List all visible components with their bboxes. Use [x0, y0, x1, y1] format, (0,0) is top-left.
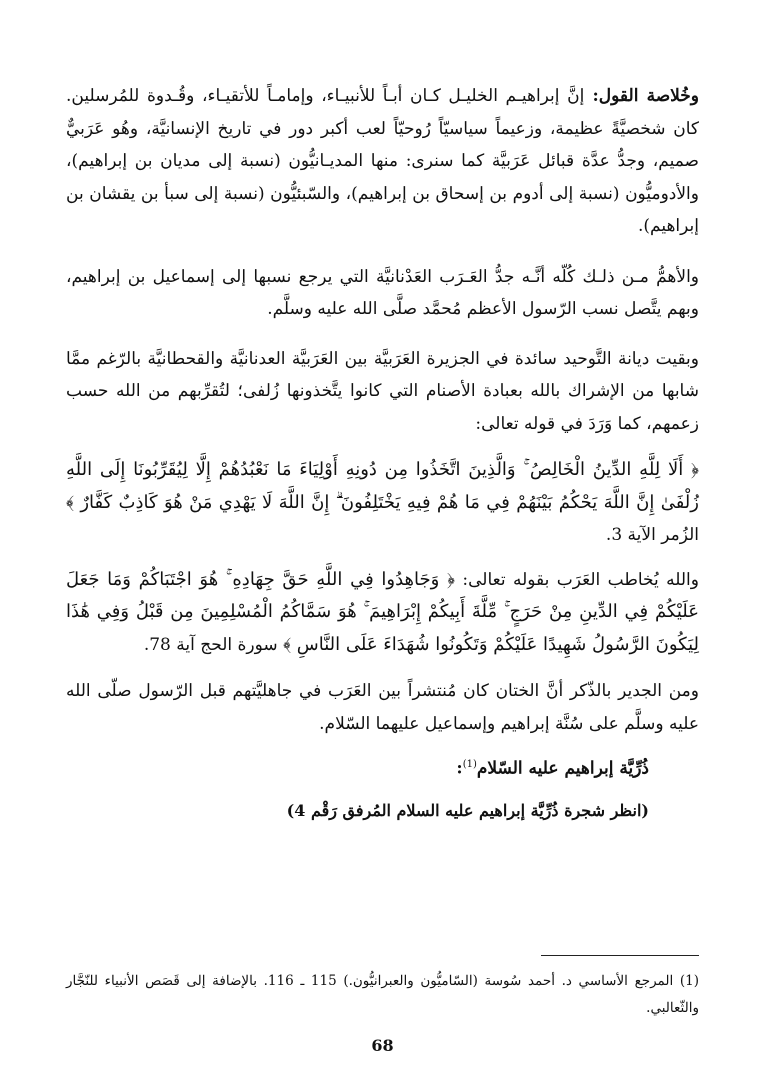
conclusion-lead: وخُلاصة القول: — [584, 86, 699, 106]
page-number: 68 — [371, 1036, 394, 1055]
section-subheading: (انظر شجرة ذُرِّيَّة إبراهيم عليه السلام المُرفق رَقْم 4) — [286, 800, 649, 820]
verse-reference-zumar: الزُمر الآية 3. — [605, 525, 699, 545]
footnote-marker: (1) — [462, 759, 477, 770]
quran-verse-hajj: ﴿ وَجَاهِدُوا فِي اللَّهِ حَقَّ جِهَادِهِ ۚ هُوَ اجْتَبَاكُمْ وَمَا جَعَلَ عَلَيْكُمْ فِي الدِّينِ مِنْ حَرَجٍ ۚ مِّلَّةَ أَبِيكُمْ إِبْرَاهِيمَ ۚ هُوَ سَمَّاكُمُ الْمُسْلِمِينَ مِن قَبْلُ وَفِي هَٰذَا لِيَكُونَ الرَّسُولُ شَهِيدًا عَلَيْكُمْ وَتَكُونُوا شُهَدَاءَ عَلَى النَّاسِ ﴾ — [66, 568, 699, 655]
footnote: (1) المرجع الأساسي د. أحمد سُوسة (السّاميُّون والعبرانيُّون.) 115 ـ 116. بالإضافة إلى قَصَص الأنبياء للنّجَّار والثّعالبي. — [66, 973, 699, 1016]
footnote-divider — [541, 955, 699, 956]
section-heading — [66, 750, 699, 784]
paragraph-quran-hajj — [66, 564, 699, 662]
page-body — [66, 80, 699, 826]
conclusion-text: إنَّ إبراهيـم الخليـل كـان أبـاً للأنبيـاء، وإمامـاً للأتقيـاء، وقُـدوة للمُرسلين. كان شخصيَّةً عظيمة، وزعيماً سياسيّاً رُوحيّاً لعب أكبر دور في تاريخ الإنسانيَّة، وهُو عَرَبيٌّ صميم، وجدُّ عدَّة قبائل عَرَبيَّة كما سنرى: منها المديـانيُّون (نسبة إلى مديان بن إبراهيم)، والأدوميُّون (نسبة إلى أدوم بن إسحاق بن إبراهيم)، والسّبئيُّون (نسبة إلى سبأ بن يقشان بن إبراهيم). — [66, 86, 699, 236]
paragraph-quran-zumar — [66, 454, 699, 552]
paragraph-adnani: والأهمُّ مـن ذلـك كُلّه أنَّـه جدُّ العَـرَب العَدْنانيَّة التي يرجع نسبها إلى إسماعيل بن إبراهيم، وبهم يتَّصل نسب الرّسول الأعظم مُحمَّد صلَّى الله عليه وسلَّم. — [66, 266, 699, 319]
paragraph-circumcision: ومن الجدير بالذّكر أنَّ الختان كان مُنتشراً بين العَرَب في جاهليَّتهم قبل الرّسول صلّى الله عليه وسلَّم على سُنَّة إبراهيم وإسماعيل عليهما السّلام. — [66, 681, 699, 734]
hajj-lead: والله يُخاطب العَرَب بقوله تعالى: — [455, 569, 699, 590]
paragraph-tawhid: وبقيت ديانة التَّوحيد سائدة في الجزيرة العَرَبيَّة بين العَرَبيَّة العدنانيَّة والقحطانيَّة بالرّغم ممَّا شابها من الإشراك بالله بعبادة الأصنام التي كانوا يتَّخذونها زُلفى؛ لتُقرِّبهم من الله حسب زعمهم، كما وَرَدَ في قوله تعالى: — [66, 348, 699, 434]
section-heading-text: ذُرِّيَّة إبراهيم عليه السّلام — [476, 758, 649, 779]
section-heading-colon: : — [456, 758, 463, 779]
verse-reference-hajj: سورة الحج آية 78. — [143, 634, 278, 655]
quran-verse-zumar: ﴿ أَلَا لِلَّهِ الدِّينُ الْخَالِصُ ۚ وَالَّذِينَ اتَّخَذُوا مِن دُونِهِ أَوْلِيَاءَ مَا نَعْبُدُهُمْ إِلَّا لِيُقَرِّبُونَا إِلَى اللَّهِ زُلْفَىٰ إِنَّ اللَّهَ يَحْكُمُ بَيْنَهُمْ فِي مَا هُمْ فِيهِ يَخْتَلِفُونَ ۗ إِنَّ اللَّهَ لَا يَهْدِي مَنْ هُوَ كَاذِبٌ كَفَّارٌ ﴾ — [66, 459, 699, 513]
paragraph-conclusion — [66, 80, 699, 243]
